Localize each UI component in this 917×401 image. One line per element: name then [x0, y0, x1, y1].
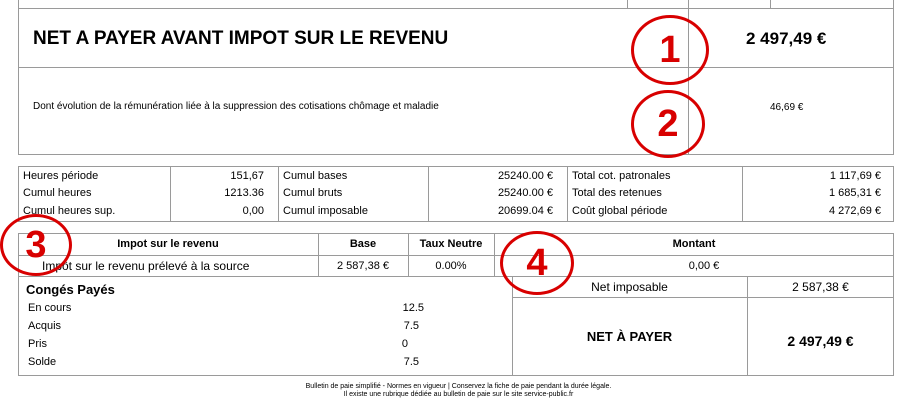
conges-label: Solde [28, 356, 57, 368]
net-a-payer-value: 2 497,49 € [787, 333, 854, 349]
cumul-label: Cumul bases [283, 170, 348, 182]
cumuls-table [18, 166, 894, 222]
conges-value: 12.5 [402, 302, 424, 314]
net-imposable-label: Net imposable [591, 280, 668, 294]
tax-row-base: 2 587,38 € [337, 260, 389, 272]
cumul-label: Total des retenues [572, 187, 662, 199]
top-strip-tick-2 [688, 0, 689, 8]
evolution-label: Dont évolution de la rémunération liée à la suppression des cotisations chômage et maladie [33, 101, 439, 112]
cumul-label: Cumul heures [23, 187, 92, 199]
annotation-badge-3: 3 [0, 214, 72, 276]
conges-value: 7.5 [403, 320, 419, 332]
cumul-value: 151,67 [230, 170, 264, 182]
footer-line-1: Bulletin de paie simplifié - Normes en vigueur | Conservez la fiche de paie pendant la durée légale. [305, 383, 612, 390]
top-strip-tick-3 [770, 0, 771, 8]
tax-header-amount: Montant [672, 238, 716, 250]
tax-header-base: Base [349, 238, 377, 250]
top-strip-divider [18, 8, 894, 9]
footer-line-2: Il existe une rubrique dédiée au bulletin de paie sur le site service-public.fr [343, 391, 574, 398]
cumul-value: 1 117,69 € [829, 170, 881, 182]
net-before-tax-divider [18, 67, 894, 68]
top-strip-tick-1 [627, 0, 628, 8]
cumuls-divider-4 [567, 166, 568, 222]
cumul-value: 20699.04 € [497, 205, 553, 217]
evolution-amount: 46,69 € [770, 102, 804, 113]
cumul-label: Heures période [23, 170, 99, 182]
tax-row-rate: 0.00% [435, 260, 467, 272]
summary-divider [512, 297, 894, 298]
conges-value: 0 [401, 338, 408, 350]
cumul-label: Cumul bruts [283, 187, 343, 199]
cumul-value: 25240.00 € [497, 187, 553, 199]
net-imposable-value: 2 587,38 € [792, 280, 849, 294]
conges-label: Pris [28, 338, 47, 350]
cumul-value: 0,00 [242, 205, 264, 217]
cumul-value: 1213.36 [224, 187, 264, 199]
net-before-tax-label: NET A PAYER AVANT IMPOT SUR LE REVENU [33, 28, 449, 49]
net-before-tax-amount: 2 497,49 € [746, 29, 827, 48]
tax-row-amount: 0,00 € [688, 260, 720, 272]
cumuls-divider-5 [742, 166, 743, 222]
net-a-payer-label: NET À PAYER [586, 329, 673, 344]
tax-row-label: Impôt sur le revenu prélevé à la source [42, 259, 250, 273]
cumul-label: Cumul heures sup. [23, 205, 116, 217]
cumul-label: Coût global période [572, 205, 668, 217]
conges-title: Congés Payés [26, 282, 115, 297]
cumuls-divider-3 [428, 166, 429, 222]
cumul-label: Cumul imposable [283, 205, 368, 217]
cumuls-divider-1 [170, 166, 171, 222]
cumul-value: 25240.00 € [497, 170, 553, 182]
annotation-badge-2: 2 [631, 90, 705, 158]
annotation-badge-1: 1 [631, 15, 709, 85]
conges-label: Acquis [28, 320, 62, 332]
cumul-value: 1 685,31 € [829, 187, 881, 199]
tax-table-header-divider [18, 255, 894, 256]
tax-header-rate: Taux Neutre [419, 238, 483, 250]
cumuls-divider-2 [278, 166, 279, 222]
net-before-tax-box [18, 0, 894, 155]
conges-value: 7.5 [403, 356, 419, 368]
cumul-value: 4 272,69 € [829, 205, 881, 217]
annotation-badge-4: 4 [500, 231, 574, 295]
conges-label: En cours [28, 302, 72, 314]
tax-header-label: Impot sur le revenu [117, 238, 219, 250]
cumul-label: Total cot. patronales [572, 170, 671, 182]
